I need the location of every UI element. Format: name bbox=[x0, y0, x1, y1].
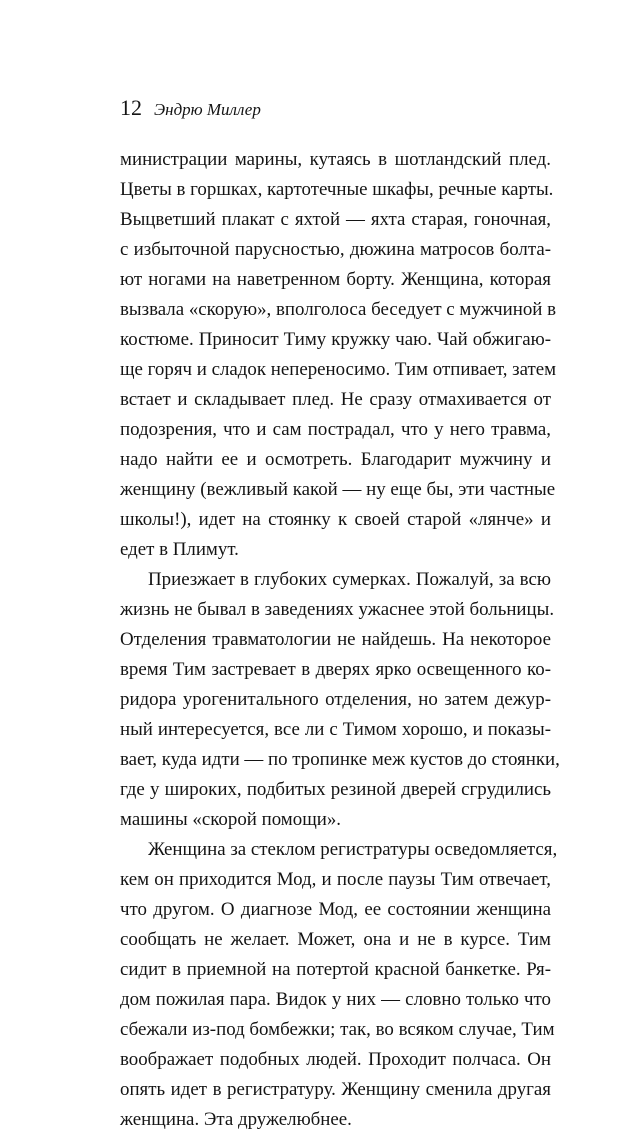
text-line: дом пожилая пара. Видок у них — словно только что bbox=[120, 989, 551, 1010]
text-line: жизнь не бывал в заведениях ужаснее этой больницы. bbox=[120, 599, 555, 620]
text-line: с избыточной парусностью, дюжина матросов болта- bbox=[120, 239, 551, 260]
text-line: едет в Плимут. bbox=[120, 539, 239, 560]
text-line: сообщать не желает. Может, она и не в курсе. Тим bbox=[120, 929, 551, 950]
paragraph bbox=[120, 565, 560, 835]
text-line: Женщина за стеклом регистратуры осведомляется, bbox=[148, 839, 558, 860]
page-number: 12 bbox=[120, 95, 142, 120]
text-line: женщину (вежливый какой — ну еще бы, эти частные bbox=[120, 479, 556, 500]
text-line: опять идет в регистратуру. Женщину сменила другая bbox=[120, 1079, 551, 1100]
page-header bbox=[120, 93, 261, 123]
text-line: костюме. Приносит Тиму кружку чаю. Чай обжигаю- bbox=[120, 329, 551, 350]
text-line: вызвала «скорую», вполголоса беседует с мужчиной в bbox=[120, 299, 557, 320]
text-line: что другом. О диагнозе Мод, ее состоянии женщина bbox=[120, 899, 551, 920]
body-text bbox=[120, 145, 560, 1135]
text-line: машины «скорой помощи». bbox=[120, 809, 342, 830]
text-line: кем он приходится Мод, и после паузы Тим отвечает, bbox=[120, 869, 551, 890]
running-head-author: Эндрю Миллер bbox=[154, 100, 261, 119]
text-line: ридора урогенитального отделения, но затем дежур- bbox=[120, 689, 551, 710]
text-line: время Тим застревает в дверях ярко освещенного ко- bbox=[120, 659, 551, 680]
text-line: Выцветший плакат с яхтой — яхта старая, гоночная, bbox=[120, 209, 551, 230]
text-line: где у широких, подбитых резиной дверей сгрудились bbox=[120, 779, 551, 800]
text-line: министрации марины, кутаясь в шотландский плед. bbox=[120, 149, 551, 170]
text-line: ют ногами на наветренном борту. Женщина, которая bbox=[120, 269, 551, 290]
text-line: воображает подобных людей. Проходит полчаса. Он bbox=[120, 1049, 551, 1070]
text-line: сбежали из-под бомбежки; так, во всяком случае, Тим bbox=[120, 1019, 555, 1040]
text-line: встает и складывает плед. Не сразу отмахивается от bbox=[120, 389, 551, 410]
text-line: сидит в приемной на потертой красной банкетке. Ря- bbox=[120, 959, 551, 980]
text-line: подозрения, что и сам пострадал, что у него травма, bbox=[120, 419, 551, 440]
paragraph bbox=[120, 835, 558, 1135]
paragraph bbox=[120, 145, 557, 565]
text-line: Приезжает в глубоких сумерках. Пожалуй, за всю bbox=[148, 569, 551, 590]
text-line: надо найти ее и осмотреть. Благодарит мужчину и bbox=[120, 449, 551, 470]
text-line: ный интересуется, все ли с Тимом хорошо, и показы- bbox=[120, 719, 551, 740]
text-line: женщина. Эта дружелюбнее. bbox=[120, 1109, 352, 1130]
text-line: вает, куда идти — по тропинке меж кустов до стоянки, bbox=[120, 749, 560, 770]
text-line: Отделения травматологии не найдешь. На некоторое bbox=[120, 629, 551, 650]
text-line: школы!), идет на стоянку к своей старой «лянче» и bbox=[120, 509, 551, 530]
text-line: Цветы в горшках, картотечные шкафы, речные карты. bbox=[120, 179, 554, 200]
text-line: ще горяч и сладок непереносимо. Тим отпивает, затем bbox=[120, 359, 557, 380]
